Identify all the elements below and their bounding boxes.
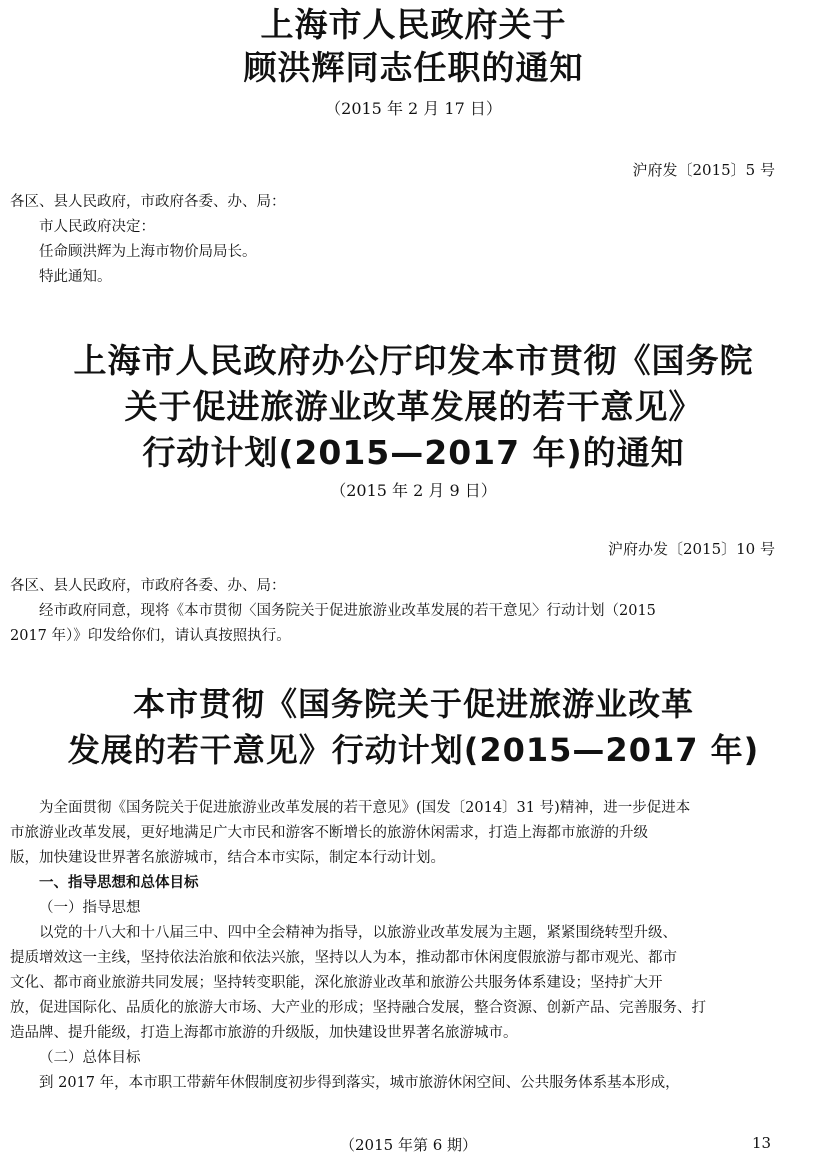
notice2-title-line1: 上海市人民政府办公厅印发本市贯彻《国务院 <box>73 341 754 380</box>
notice2-date: （2015 年 2 月 9 日） <box>330 481 497 500</box>
goal-line: 到 2017 年，本市职工带薪年休假制度初步得到落实，城市旅游休闲空间、公共服务体系基本形成， <box>39 1075 680 1091</box>
publication-issue: （2015 年第 6 期） <box>340 1136 478 1154</box>
notice1-body-line: 特此通知。 <box>39 269 112 285</box>
notice1-title-line2: 顾洪辉同志任职的通知 <box>243 48 584 87</box>
notice2-body-line: 经市政府同意，现将《本市贯彻〈国务院关于促进旅游业改革发展的若干意见〉行动计划（2015 <box>39 603 656 619</box>
guiding-line: 提质增效这一主线，坚持依法治旅和依法兴旅，坚持以人为本，推动都市休闲度假旅游与都市观光、都市 <box>10 950 677 966</box>
plan-intro-line: 为全面贯彻《国务院关于促进旅游业改革发展的若干意见》(国发〔2014〕31 号)精神，进一步促进本 <box>39 800 691 816</box>
subsection-heading: （二）总体目标 <box>39 1050 141 1066</box>
notice1-addressee: 各区、县人民政府，市政府各委、办、局： <box>10 194 286 210</box>
guiding-line: 文化、都市商业旅游共同发展；坚持转变职能，深化旅游业改革和旅游公共服务体系建设；坚持扩大开 <box>10 975 663 991</box>
notice2-addressee: 各区、县人民政府，市政府各委、办、局： <box>10 578 286 594</box>
notice2-doc-number: 沪府办发〔2015〕10 号 <box>607 540 775 558</box>
guiding-line: 以党的十八大和十八届三中、四中全会精神为指导，以旅游业改革发展为主题，紧紧围绕转型升级、 <box>39 925 677 941</box>
page-number: 13 <box>752 1134 772 1152</box>
notice1-doc-number: 沪府发〔2015〕5 号 <box>632 161 775 179</box>
notice1-title-line1: 上海市人民政府关于 <box>260 5 567 44</box>
notice1-date: （2015 年 2 月 17 日） <box>325 99 502 118</box>
plan-intro-line: 市旅游业改革发展，更好地满足广大市民和游客不断增长的旅游休闲需求，打造上海都市旅游的升级 <box>10 825 648 841</box>
guiding-line: 放，促进国际化、品质化的旅游大市场、大产业的形成；坚持融合发展，整合资源、创新产品、完善服务、打 <box>10 1000 706 1016</box>
notice2-title-line3: 行动计划(2015—2017 年)的通知 <box>142 433 685 472</box>
subsection-heading: （一）指导思想 <box>39 900 141 916</box>
plan-intro-line: 版，加快建设世界著名旅游城市，结合本市实际，制定本行动计划。 <box>10 850 445 866</box>
notice2-title-line2: 关于促进旅游业改革发展的若干意见》 <box>124 387 703 426</box>
notice2-body-line: 2017 年）》印发给你们，请认真按照执行。 <box>10 628 291 644</box>
plan-body <box>10 796 816 1096</box>
notice1-body-line: 任命顾洪辉为上海市物价局局长。 <box>39 244 257 260</box>
notice2-text <box>10 574 816 649</box>
plan-title-line2: 发展的若干意见》行动计划(2015—2017 年) <box>67 731 760 769</box>
guiding-line: 造品牌、提升能级，打造上海都市旅游的升级版，加快建设世界著名旅游城市。 <box>10 1025 518 1041</box>
notice1-body-line: 市人民政府决定： <box>39 219 155 235</box>
notice1-text <box>10 190 816 290</box>
plan-title-line1: 本市贯彻《国务院关于促进旅游业改革 <box>132 685 694 723</box>
section-heading: 一、指导思想和总体目标 <box>39 875 199 891</box>
